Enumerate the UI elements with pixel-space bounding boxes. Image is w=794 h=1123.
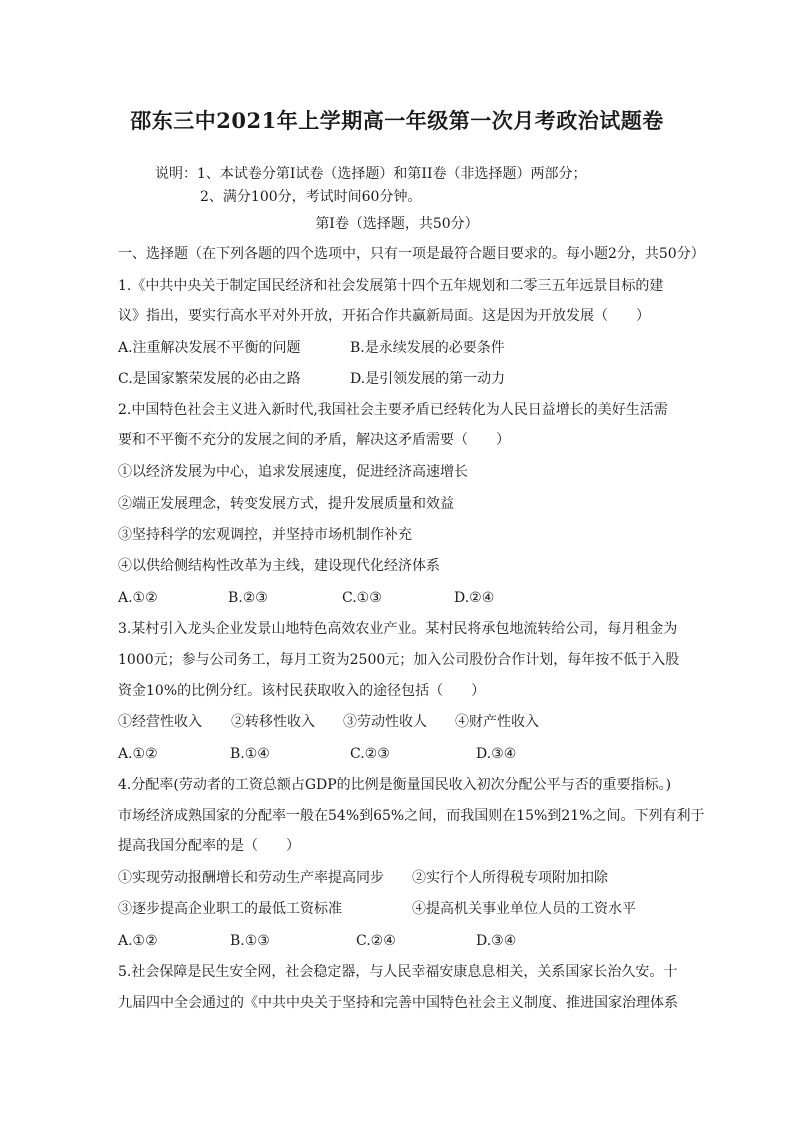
q1-option-a: A.注重解决发展不平衡的问题 xyxy=(118,340,301,356)
page-title: 邵东三中2021年上学期高一年级第一次月考政治试题卷 xyxy=(130,108,664,133)
q2-stem-line-2: 要和不平衡不充分的发展之间的矛盾，解决这矛盾需要（ ） xyxy=(118,432,510,448)
q3-item-4: ④财产性收入 xyxy=(455,714,539,730)
q1-stem-line-2: 议》指出，要实行高水平对外开放，开拓合作共赢新局面。这是因为开放发展（ ） xyxy=(118,308,650,324)
q3-stem-line-2: 1000元；参与公司务工，每月工资为2500元；加入公司股份合作计划，每年按不低于入股 xyxy=(118,652,680,668)
q5-stem-line-2: 九届四中全会通过的《中共中央关于坚持和完善中国特色社会主义制度、推进国家治理体系 xyxy=(118,995,678,1011)
q3-option-c: C.②③ xyxy=(350,746,390,762)
q4-option-b: B.①③ xyxy=(230,933,270,949)
q2-option-b: B.②③ xyxy=(228,590,268,606)
q2-item-4: ④以供给侧结构性改革为主线，建设现代化经济体系 xyxy=(118,558,440,574)
q2-option-d: D.②④ xyxy=(454,590,495,606)
section-title: 第Ⅰ卷（选择题，共50分） xyxy=(315,216,479,232)
q4-item-3: ③逐步提高企业职工的最低工资标准 xyxy=(118,901,342,917)
q2-option-c: C.①③ xyxy=(342,590,382,606)
q3-item-1: ①经营性收入 xyxy=(118,714,202,730)
notes-line-2: 2、满分100分，考试时间60分钟。 xyxy=(200,189,422,205)
q1-option-c: C.是国家繁荣发展的必由之路 xyxy=(118,371,301,387)
q5-stem-line-1: 5.社会保障是民生安全网，社会稳定器，与人民幸福安康息息相关，关系国家长治久安。十 xyxy=(118,964,678,980)
q3-option-a: A.①② xyxy=(118,746,158,762)
q2-item-1: ①以经济发展为中心，追求发展速度，促进经济高速增长 xyxy=(118,464,468,480)
q3-stem-line-1: 3.某村引入龙头企业发景山地特色高效农业产业。某村民将承包地流转给公司，每月租金为 xyxy=(118,621,678,637)
q4-stem-line-2: 市场经济成熟国家的分配率一般在54%到65%之间，而我国则在15%到21%之间。下列有利于 xyxy=(118,808,705,824)
q2-item-2: ②端正发展理念，转变发展方式，提升发展质量和效益 xyxy=(118,496,454,512)
q2-stem-line-1: 2.中国特色社会主义进入新时代,我国社会主要矛盾已经转化为人民日益增长的美好生活需 xyxy=(118,402,668,418)
q4-item-4: ④提高机关事业单位人员的工资水平 xyxy=(412,901,636,917)
q2-option-a: A.①② xyxy=(118,590,158,606)
q4-stem-line-1: 4.分配率(劳动者的工资总额占GDP的比例是衡量国民收入初次分配公平与否的重要指标。) xyxy=(118,777,672,793)
q1-option-d: D.是引领发展的第一动力 xyxy=(350,371,506,387)
q4-option-c: C.②④ xyxy=(356,933,396,949)
q3-stem-line-3: 资金10%的比例分红。该村民获取收入的途径包括（ ） xyxy=(118,683,486,699)
q4-option-a: A.①② xyxy=(118,933,158,949)
q3-item-2: ②转移性收入 xyxy=(231,714,315,730)
q4-option-d: D.③④ xyxy=(476,933,517,949)
q4-item-1: ①实现劳动报酬增长和劳动生产率提高同步 xyxy=(118,870,384,886)
part-heading: 一、选择题（在下列各题的四个选项中，只有一项是最符合题目要求的。每小题2分，共50分） xyxy=(118,246,705,262)
q4-item-2: ②实行个人所得税专项附加扣除 xyxy=(412,870,608,886)
q3-option-d: D.③④ xyxy=(476,746,517,762)
q4-stem-line-3: 提高我国分配率的是（ ） xyxy=(118,838,300,854)
q2-item-3: ③坚持科学的宏观调控，并坚持市场机制作补充 xyxy=(118,527,412,543)
notes-line-1: 说明：1、本试卷分第Ⅰ试卷（选择题）和第II卷（非选择题）两部分； xyxy=(155,166,587,182)
q1-option-b: B.是永续发展的必要条件 xyxy=(350,340,505,356)
q1-stem-line-1: 1.《中共中央关于制定国民经济和社会发展第十四个五年规划和二零三五年远景目标的建 xyxy=(118,278,664,294)
q3-item-3: ③劳动性收人 xyxy=(343,714,427,730)
q3-option-b: B.①④ xyxy=(230,746,270,762)
